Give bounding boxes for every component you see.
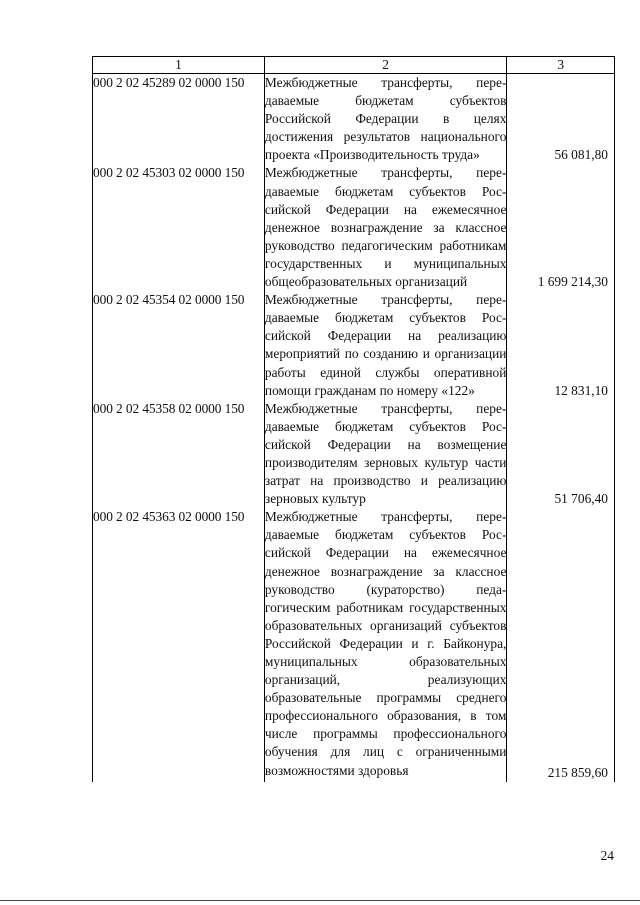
description-text: Межбюджетные трансферты, передаваемые бюджетам субъектов Российской Федерации на ежемесячное денежное вознаграждение за классное руководство (кураторство) педагогическим работникам государственных образовательных организаций субъектов Российской Федерации и г. Байконура, муниципальных образовательных организаций, реализующих образовательные программы среднего профессионального образования, в том числе программы профессионального обучения для лиц с ограниченными возможностями здоровья <box>264 509 507 778</box>
item-description <box>264 74 507 165</box>
column-header-3: 3 <box>507 57 615 74</box>
table-body <box>93 74 615 782</box>
budget-code: 000 2 02 45358 02 0000 150 <box>93 400 265 509</box>
description-text: Межбюджетные трансферты, передаваемые бюджетам субъектов Российской Федерации в целях достижения результатов национального проекта «Производительность труда» <box>264 75 507 163</box>
table-header <box>93 57 615 74</box>
header-row <box>93 57 615 74</box>
amount-cell <box>507 508 615 781</box>
footer-divider <box>0 900 640 901</box>
table-row <box>93 164 615 291</box>
column-header-2: 2 <box>264 57 507 74</box>
amount-cell <box>507 74 615 165</box>
table-row <box>93 508 615 781</box>
amount-value: 56 081,80 <box>554 147 608 163</box>
table-row <box>93 400 615 509</box>
amount-value: 215 859,60 <box>547 764 608 780</box>
budget-code: 000 2 02 45354 02 0000 150 <box>93 291 265 400</box>
amount-cell <box>507 164 615 291</box>
table-row <box>93 74 615 165</box>
budget-code: 000 2 02 45289 02 0000 150 <box>93 74 265 165</box>
amount-value: 1 699 214,30 <box>537 274 608 290</box>
amount-cell <box>507 291 615 400</box>
item-description <box>264 400 507 509</box>
item-description <box>264 508 507 781</box>
column-header-1: 1 <box>93 57 265 74</box>
description-text: Межбюджетные трансферты, передаваемые бюджетам субъектов Российской Федерации на реализацию мероприятий по созданию и организации работы единой службы оперативной помощи гражданам по номеру «122» <box>264 292 507 398</box>
page-number: 24 <box>600 848 614 863</box>
amount-value: 12 831,10 <box>554 382 608 398</box>
budget-table <box>92 56 615 782</box>
amount-cell <box>507 400 615 509</box>
description-text: Межбюджетные трансферты, передаваемые бюджетам субъектов Российской Федерации на ежемесячное денежное вознаграждение за классное руководство педагогическим работникам государственных и муниципальных общеобразовательных организаций <box>264 165 507 290</box>
amount-value: 51 706,40 <box>554 491 608 507</box>
budget-code: 000 2 02 45363 02 0000 150 <box>93 508 265 781</box>
table-row <box>93 291 615 400</box>
description-text: Межбюджетные трансферты, передаваемые бюджетам субъектов Российской Федерации на возмещение производителям зерновых культур части затрат на производство и реализацию зерновых культур <box>264 400 507 507</box>
budget-code: 000 2 02 45303 02 0000 150 <box>93 164 265 291</box>
item-description <box>264 291 507 400</box>
item-description <box>264 164 507 291</box>
